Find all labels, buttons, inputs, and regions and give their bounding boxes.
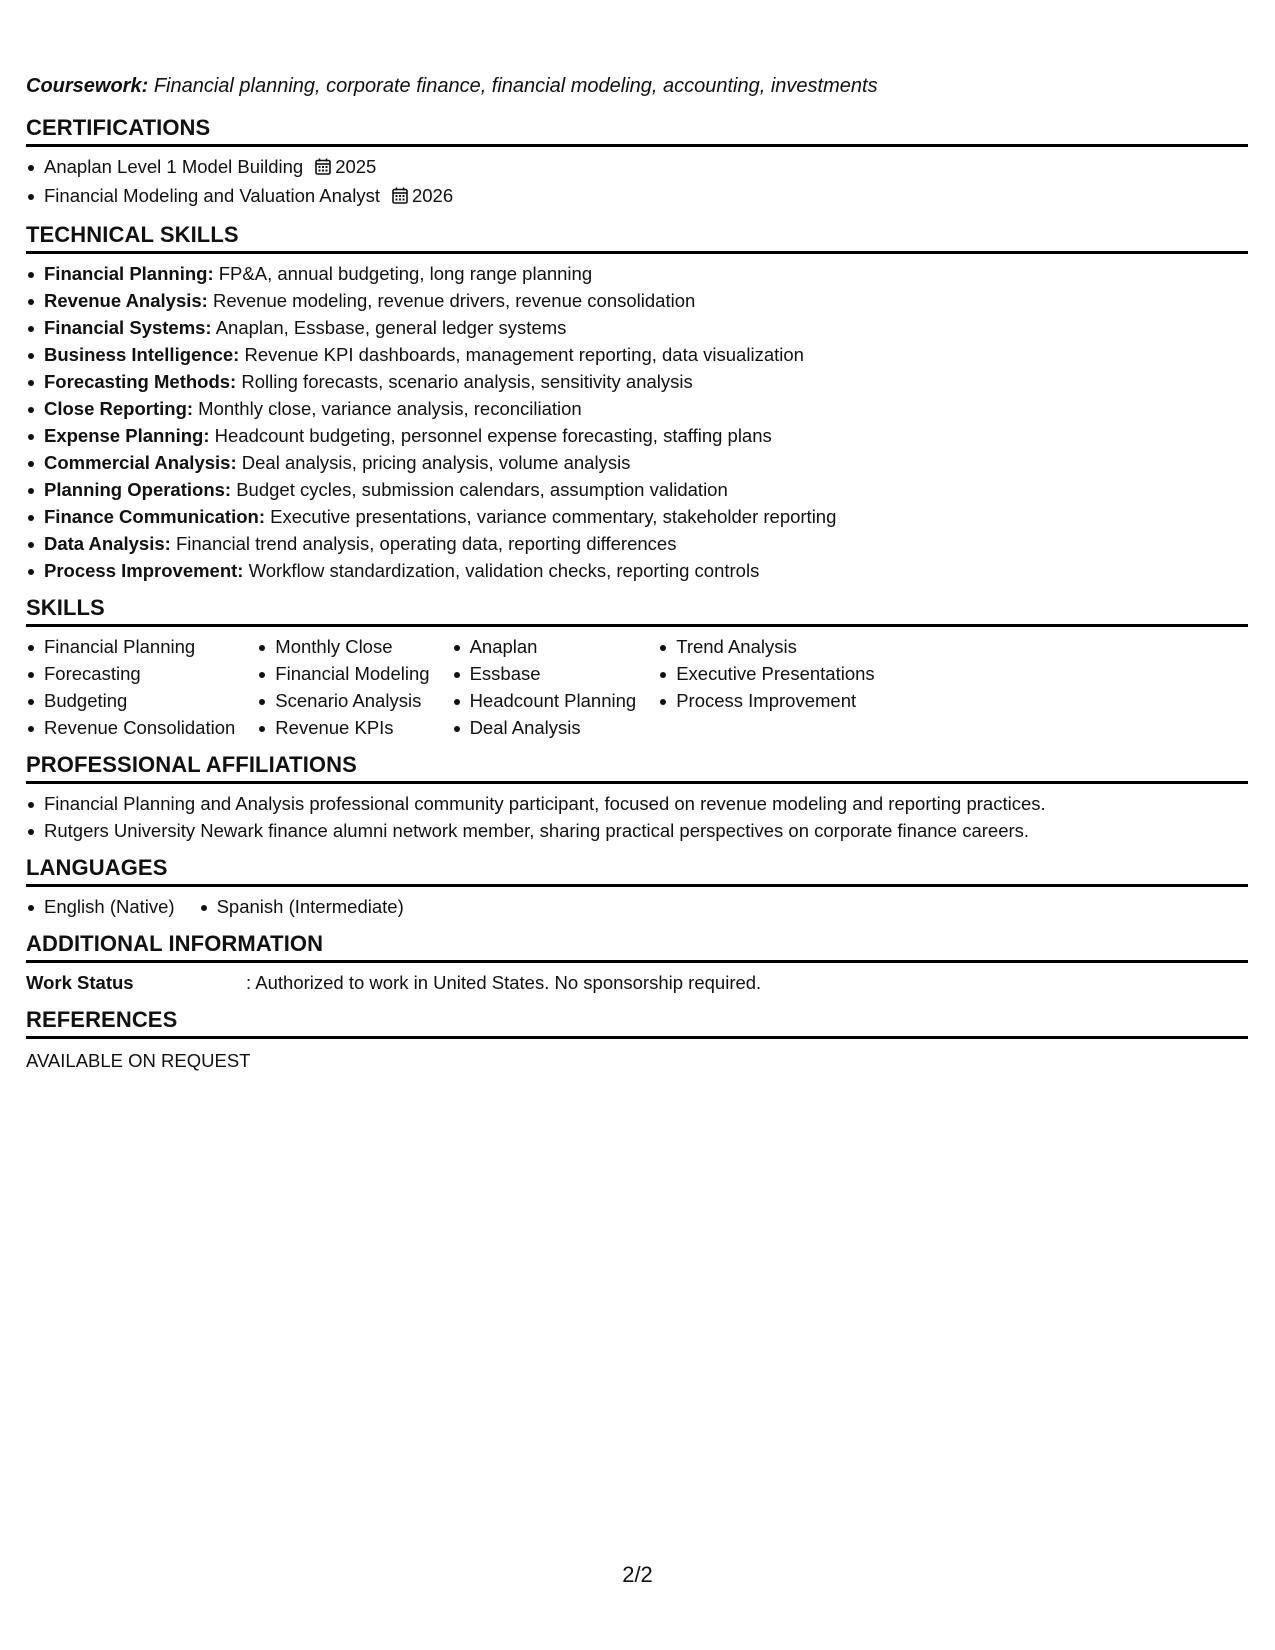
technical-skill-label: Revenue Analysis: (44, 290, 208, 311)
technical-skill-item (26, 449, 1248, 476)
skill-item: Anaplan (452, 633, 637, 660)
skills-column (452, 633, 637, 741)
skill-item: Deal Analysis (452, 714, 637, 741)
certification-item (26, 182, 1248, 211)
skills-column (26, 633, 235, 741)
technical-skill-item (26, 476, 1248, 503)
technical-skill-text: Budget cycles, submission calendars, assumption validation (236, 479, 728, 500)
references-section (26, 1006, 1248, 1074)
skill-item: Headcount Planning (452, 687, 637, 714)
skill-item: Financial Modeling (257, 660, 429, 687)
technical-skill-label: Forecasting Methods: (44, 371, 237, 392)
technical-skill-text: Anaplan, Essbase, general ledger systems (215, 317, 567, 338)
section-title-certifications: CERTIFICATIONS (26, 114, 1248, 147)
skill-item: Financial Planning (26, 633, 235, 660)
section-title-additional-info: ADDITIONAL INFORMATION (26, 930, 1248, 963)
section-title-references: REFERENCES (26, 1006, 1248, 1039)
work-status-label: Work Status (26, 972, 134, 993)
coursework-text: Financial planning, corporate finance, financial modeling, accounting, investments (153, 75, 878, 97)
language-item: English (Native) (26, 893, 175, 920)
technical-skill-label: Planning Operations: (44, 479, 232, 500)
technical-skill-text: Financial trend analysis, operating data, reporting differences (175, 533, 677, 554)
skill-item: Scenario Analysis (257, 687, 429, 714)
skills-column (257, 633, 429, 741)
skill-item: Forecasting (26, 660, 235, 687)
technical-skill-text: Rolling forecasts, scenario analysis, sensitivity analysis (241, 371, 693, 392)
technical-skill-item (26, 287, 1248, 314)
certification-name: Financial Modeling and Valuation Analyst (44, 185, 380, 206)
languages-row (26, 893, 1248, 920)
certifications-section (26, 114, 1248, 211)
skill-item: Revenue KPIs (257, 714, 429, 741)
affiliations-list (26, 790, 1248, 844)
skill-item: Process Improvement (658, 687, 874, 714)
coursework-label: Coursework: (26, 75, 149, 97)
technical-skill-label: Financial Systems: (44, 317, 212, 338)
resume-page (26, 72, 1248, 1084)
technical-skill-text: Revenue KPI dashboards, management reporting, data visualization (244, 344, 804, 365)
technical-skill-label: Business Intelligence: (44, 344, 240, 365)
technical-skill-label: Financial Planning: (44, 263, 214, 284)
section-title-languages: LANGUAGES (26, 854, 1248, 887)
affiliation-item: Financial Planning and Analysis professional community participant, focused on revenue modeling and reporting practices. (26, 790, 1248, 817)
skill-item: Essbase (452, 660, 637, 687)
languages-section (26, 854, 1248, 920)
technical-skill-text: Revenue modeling, revenue drivers, revenue consolidation (212, 290, 696, 311)
certifications-list (26, 153, 1248, 211)
technical-skill-item (26, 530, 1248, 557)
calendar-icon (315, 155, 331, 182)
technical-skill-label: Close Reporting: (44, 398, 194, 419)
work-status-row (26, 969, 1248, 996)
references-text: AVAILABLE ON REQUEST (26, 1050, 251, 1071)
technical-skill-item (26, 341, 1248, 368)
certification-year: 2025 (335, 156, 377, 177)
technical-skills-section (26, 221, 1248, 584)
technical-skill-text: FP&A, annual budgeting, long range planning (218, 263, 593, 284)
calendar-icon (392, 184, 408, 211)
technical-skill-item (26, 368, 1248, 395)
technical-skill-text: Monthly close, variance analysis, reconciliation (198, 398, 582, 419)
skill-item: Trend Analysis (658, 633, 874, 660)
affiliations-section (26, 751, 1248, 844)
skills-section (26, 594, 1248, 741)
technical-skill-label: Expense Planning: (44, 425, 210, 446)
skills-column (658, 633, 874, 741)
technical-skill-text: Headcount budgeting, personnel expense forecasting, staffing plans (214, 425, 772, 446)
skill-item: Monthly Close (257, 633, 429, 660)
skills-grid (26, 633, 1248, 741)
coursework-line (26, 72, 1248, 100)
affiliation-item: Rutgers University Newark finance alumni network member, sharing practical perspectives on corporate finance careers. (26, 817, 1248, 844)
technical-skill-label: Data Analysis: (44, 533, 171, 554)
languages-list (199, 893, 404, 920)
technical-skill-item (26, 557, 1248, 584)
technical-skill-text: Workflow standardization, validation checks, reporting controls (248, 560, 760, 581)
technical-skill-item (26, 314, 1248, 341)
technical-skill-text: Deal analysis, pricing analysis, volume analysis (241, 452, 631, 473)
technical-skill-item (26, 503, 1248, 530)
certification-item (26, 153, 1248, 182)
section-title-skills: SKILLS (26, 594, 1248, 627)
technical-skill-label: Finance Communication: (44, 506, 265, 527)
work-status-value: : Authorized to work in United States. No sponsorship required. (246, 972, 762, 993)
section-title-affiliations: PROFESSIONAL AFFILIATIONS (26, 751, 1248, 784)
technical-skill-item (26, 422, 1248, 449)
technical-skill-label: Commercial Analysis: (44, 452, 237, 473)
skill-item: Budgeting (26, 687, 235, 714)
page-number: 2/2 (622, 1562, 653, 1587)
technical-skill-label: Process Improvement: (44, 560, 244, 581)
certification-year: 2026 (411, 185, 454, 206)
technical-skill-item (26, 395, 1248, 422)
language-item: Spanish (Intermediate) (199, 893, 404, 920)
technical-skills-list (26, 260, 1248, 584)
skill-item: Revenue Consolidation (26, 714, 235, 741)
technical-skill-text: Executive presentations, variance commentary, stakeholder reporting (270, 506, 837, 527)
additional-info-section (26, 930, 1248, 996)
languages-list (26, 893, 175, 920)
section-title-technical-skills: TECHNICAL SKILLS (26, 221, 1248, 254)
technical-skill-item (26, 260, 1248, 287)
skill-item: Executive Presentations (658, 660, 874, 687)
certification-name: Anaplan Level 1 Model Building (44, 156, 304, 177)
